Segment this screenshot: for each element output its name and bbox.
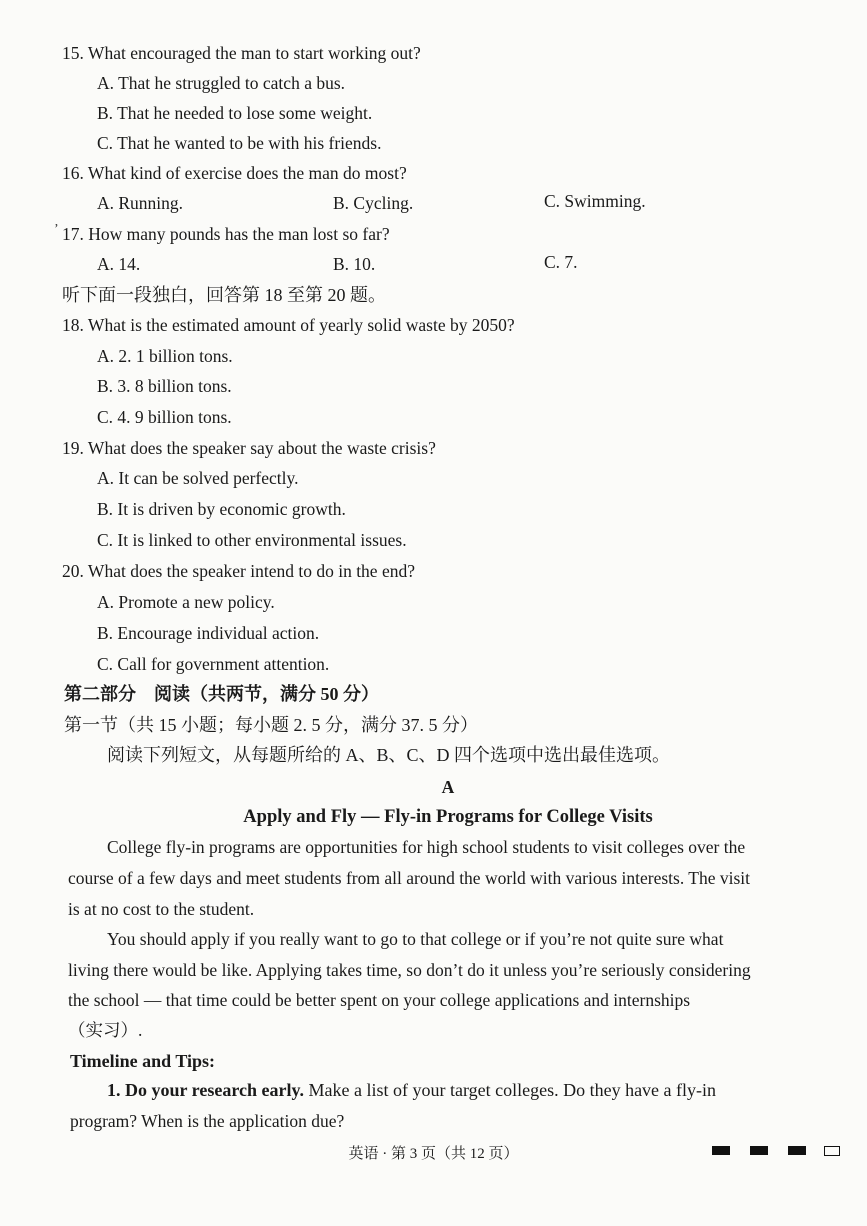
pen-tick-mark: ʼ (54, 222, 59, 237)
question-17-stem: 17. How many pounds has the man lost so far? (62, 224, 390, 244)
question-16-option-a: A. Running. (97, 193, 184, 213)
paragraph-2-line-4: （实习）. (68, 1020, 143, 1040)
question-20-stem: 20. What does the speaker intend to do in the end? (62, 561, 415, 581)
question-19-option-a: A. It can be solved perfectly. (97, 468, 299, 488)
monologue-instruction: 听下面一段独白，回答第 18 至第 20 题。 (62, 285, 386, 305)
question-20-option-b: B. Encourage individual action. (97, 623, 320, 643)
question-17-option-b: B. 10. (333, 254, 376, 274)
question-20-option-a: A. Promote a new policy. (97, 592, 275, 612)
tip-1-text: Make a list of your target colleges. Do they have a fly-in (303, 1080, 717, 1100)
passage-letter: A (441, 777, 455, 797)
question-15-option-b: B. That he needed to lose some weight. (97, 103, 373, 123)
reading-instruction: 阅读下列短文，从每题所给的 A、B、C、D 四个选项中选出最佳选项。 (107, 745, 671, 765)
question-15-option-a: A. That he struggled to catch a bus. (97, 73, 346, 93)
question-19-option-b: B. It is driven by economic growth. (97, 499, 346, 519)
filled-mark (788, 1146, 806, 1155)
paragraph-1-line-1: College fly-in programs are opportunities for high school students to visit colleges over the (107, 837, 746, 857)
question-16-stem: 16. What kind of exercise does the man do most? (62, 163, 407, 183)
filled-mark (750, 1146, 768, 1155)
paragraph-1-line-3: is at no cost to the student. (68, 899, 255, 919)
section-one-title: 第一节（共 15 小题；每小题 2. 5 分，满分 37. 5 分） (64, 715, 478, 735)
tip-1-line-2: program? When is the application due? (70, 1111, 345, 1131)
paragraph-2-line-3: the school — that time could be better spent on your college applications and internships (68, 990, 691, 1010)
question-18-option-a: A. 2. 1 billion tons. (97, 346, 233, 366)
question-18-option-c: C. 4. 9 billion tons. (97, 407, 232, 427)
question-15-stem: 15. What encouraged the man to start working out? (62, 43, 421, 63)
part-two-title: 第二部分 阅读（共两节，满分 50 分） (64, 684, 379, 704)
question-16-option-c: C. Swimming. (544, 191, 646, 211)
page-footer: 英语 · 第 3 页（共 12 页） (348, 1146, 519, 1162)
timeline-heading: Timeline and Tips: (70, 1051, 216, 1071)
question-19-option-c: C. It is linked to other environmental issues. (97, 530, 407, 550)
tip-1-line-1 (107, 1079, 716, 1101)
question-17-option-c: C. 7. (544, 252, 578, 272)
question-15-option-c: C. That he wanted to be with his friends. (97, 133, 382, 153)
hollow-mark (824, 1146, 840, 1156)
paragraph-2-line-1: You should apply if you really want to go to that college or if you’re not quite sure what (107, 929, 724, 949)
paragraph-1-line-2: course of a few days and meet students from all around the world with various interests. The visit (68, 868, 751, 888)
filled-mark (712, 1146, 730, 1155)
question-16-option-b: B. Cycling. (333, 193, 414, 213)
passage-title: Apply and Fly — Fly-in Programs for College Visits (243, 807, 653, 827)
question-20-option-c: C. Call for government attention. (97, 654, 330, 674)
tip-1-heading: 1. Do your research early. (107, 1080, 304, 1100)
question-18-stem: 18. What is the estimated amount of yearly solid waste by 2050? (62, 315, 515, 335)
question-19-stem: 19. What does the speaker say about the waste crisis? (62, 438, 436, 458)
question-18-option-b: B. 3. 8 billion tons. (97, 376, 232, 396)
paragraph-2-line-2: living there would be like. Applying takes time, so don’t do it unless you’re seriously considering (68, 960, 751, 980)
alignment-marks (712, 1146, 842, 1158)
question-17-option-a: A. 14. (97, 254, 141, 274)
